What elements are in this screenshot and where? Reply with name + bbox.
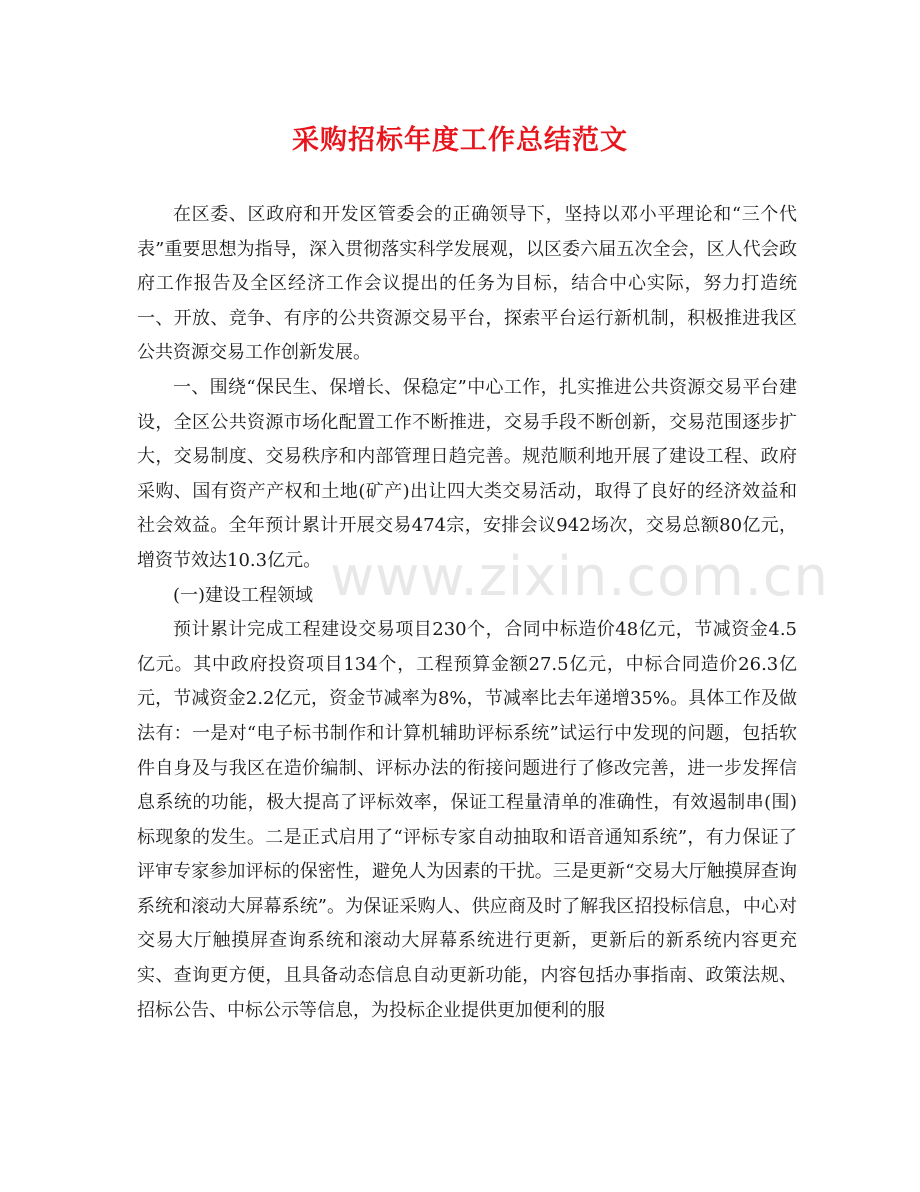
paragraph-intro: 在区委、区政府和开发区管委会的正确领导下，坚持以邓小平理论和“三个代表”重要思想为指导，深入贯彻落实科学发展观，以区委六届五次全会，区人代会政府工作报告及全区经济工作会议提出的任务为目标，结合中心实际，努力打造统一、开放、竞争、有序的公共资源交易平台，探索平台运行新机制，积极推进我区公共资源交易工作创新发展。 — [137, 204, 797, 364]
paragraph-section-one: 一、围绕“保民生、保增长、保稳定”中心工作，扎实推进公共资源交易平台建设，全区公共资源市场化配置工作不断推进，交易手段不断创新，交易范围逐步扩大，交易制度、交易秩序和内部管理日趋完善。规范顺利地开展了建设工程、政府采购、国有资产产权和土地(矿产)出让四大类交易活动，取得了良好的经济效益和社会效益。全年预计累计开展交易474宗，安排会议942场次，交易总额80亿元，增资节效达10.3亿元。 — [137, 376, 797, 571]
paragraph-construction-details: 预计累计完成工程建设交易项目230个，合同中标造价48亿元，节减资金4.5亿元。其中政府投资项目134个，工程预算金额27.5亿元，中标合同造价26.3亿元，节减资金2.2亿元，资金节减率为8%，节减率比去年递增35%。具体工作及做法有：一是对“电子标书制作和计算机辅助评标系统”试运行中发现的问题，包括软件自身及与我区在造价编制、评标办法的衔接问题进行了修改完善，进一步发挥信息系统的功能，极大提高了评标效率，保证工程量清单的准确性，有效遏制串(围)标现象的发生。二是正式启用了“评标专家自动抽取和语音通知系统”，有力保证了评审专家参加评标的保密性，避免人为因素的干扰。三是更新“交易大厅触摸屏查询系统和滚动大屏幕系统”。为保证采购人、供应商及时了解我区招投标信息，中心对交易大厅触摸屏查询系统和滚动大屏幕系统进行更新，更新后的新系统内容更充实、查询更方便，且具备动态信息自动更新功能，内容包括办事指南、政策法规、招标公告、中标公示等信息，为投标企业提供更加便利的服 — [137, 619, 797, 1021]
document-title: 采购招标年度工作总结范文 — [292, 125, 628, 156]
subheading-construction: (一)建设工程领域 — [173, 584, 314, 606]
document-body — [137, 198, 797, 1028]
watermark-text: www.zixin.com.cn — [330, 545, 829, 608]
